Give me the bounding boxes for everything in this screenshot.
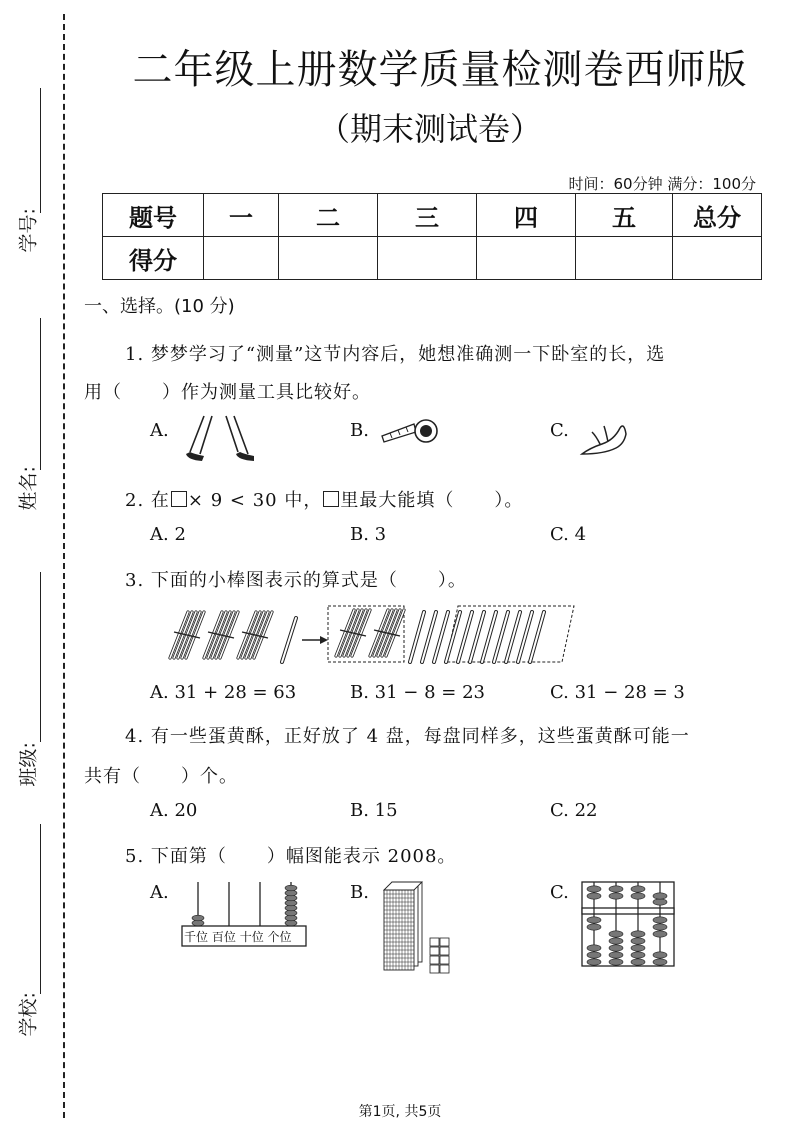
unit-cube <box>440 965 449 973</box>
question-1-option-a[interactable]: A. <box>150 420 169 441</box>
student-id-rule <box>40 88 41 213</box>
score-table-header-row <box>103 194 762 237</box>
thousands-label: 千位 <box>184 930 209 944</box>
abacus-bead <box>653 959 667 965</box>
score-cell[interactable] <box>279 237 378 280</box>
score-header-cell: 一 <box>204 194 279 237</box>
unit-cube <box>430 965 439 973</box>
stick-bundles-figure <box>170 604 580 668</box>
question-3-text: 3. 下面的小棒图表示的算式是（ <box>125 570 398 591</box>
walking-legs-icon <box>182 414 258 466</box>
score-header-cell: 四 <box>477 194 576 237</box>
question-4-option-a[interactable]: A. 20 <box>150 800 198 821</box>
stick-bundle <box>204 612 238 658</box>
loose-stick <box>458 612 472 662</box>
abacus-bead <box>653 924 667 930</box>
score-table-score-row <box>103 237 762 280</box>
loose-stick <box>434 612 448 662</box>
question-1-line2 <box>84 378 371 404</box>
abacus-bead <box>587 917 601 923</box>
question-4-text: 共有（ <box>84 766 141 787</box>
abacus-bead <box>631 945 645 951</box>
abacus-bead <box>587 893 601 899</box>
loose-stick <box>410 612 424 662</box>
unit-cube <box>440 938 449 946</box>
bead <box>285 885 297 891</box>
question-5-text: 5. 下面第（ <box>125 846 227 867</box>
question-5-option-c[interactable]: C. <box>550 882 569 903</box>
question-4-line1: 4. 有一些蛋黄酥，正好放了 4 盘，每盘同样多，这些蛋黄酥可能一 <box>125 726 690 747</box>
section-heading: 一、选择。(10 分) <box>84 296 235 317</box>
score-row-label: 得分 <box>103 237 204 280</box>
question-2 <box>125 486 523 512</box>
abacus-bead <box>631 938 645 944</box>
abacus-bead <box>653 893 667 899</box>
question-2-option-b[interactable]: B. 3 <box>350 524 387 545</box>
arrow-head-icon <box>320 636 328 644</box>
abacus-bead <box>631 952 645 958</box>
abacus-bead <box>653 917 667 923</box>
student-id-label: 学号: <box>17 208 40 253</box>
score-header-cell: 三 <box>378 194 477 237</box>
loose-stick <box>422 612 436 662</box>
score-header-cell: 总分 <box>673 194 762 237</box>
base-ten-blocks-figure <box>378 876 468 976</box>
question-2-text: ）。 <box>494 490 524 511</box>
question-5-option-a[interactable]: A. <box>150 882 169 903</box>
abacus-bead <box>587 886 601 892</box>
abacus-bead <box>609 959 623 965</box>
class-label: 班级: <box>17 742 40 787</box>
abacus-bead <box>653 931 667 937</box>
page-title: 二年级上册数学质量检测卷西师版 <box>132 47 748 93</box>
question-2-option-a[interactable]: A. 2 <box>150 524 186 545</box>
abacus-bead <box>653 899 667 905</box>
question-1-line1: 1. 梦梦学习了“测量”这节内容后，她想准确测一下卧室的长，选 <box>125 344 666 365</box>
hundreds-label: 百位 <box>211 930 236 944</box>
loose-stick <box>530 612 544 662</box>
question-5-text: ）幅图能表示 2008。 <box>266 846 457 867</box>
question-2-text: × 9 < 30 中， <box>187 490 323 511</box>
stick-bundle <box>170 612 204 658</box>
question-3-option-b[interactable]: B. 31 − 8 = 23 <box>350 682 485 703</box>
unit-cube <box>440 956 449 964</box>
loose-stick <box>446 612 460 662</box>
score-cell[interactable] <box>673 237 762 280</box>
abacus-bead <box>631 931 645 937</box>
score-cell[interactable] <box>477 237 576 280</box>
question-4-text: ）个。 <box>181 766 238 787</box>
score-header-cell: 二 <box>279 194 378 237</box>
abacus-bead <box>653 952 667 958</box>
stick-bundle <box>238 612 272 658</box>
question-2-text: 里最大能填（ <box>340 490 455 511</box>
abacus-bead <box>631 886 645 892</box>
score-cell[interactable] <box>576 237 673 280</box>
name-label: 姓名: <box>17 466 40 511</box>
abacus-bead <box>587 924 601 930</box>
score-table <box>102 193 762 280</box>
question-4-line2 <box>84 762 238 788</box>
loose-stick <box>518 612 532 662</box>
abacus-bead <box>609 886 623 892</box>
stick-bundle <box>336 610 370 656</box>
class-rule <box>40 572 41 742</box>
question-3-option-a[interactable]: A. 31 + 28 = 63 <box>150 682 297 703</box>
abacus-bead <box>609 893 623 899</box>
question-3-text: ）。 <box>437 570 467 591</box>
question-3 <box>125 566 467 592</box>
score-header-cell: 五 <box>576 194 673 237</box>
school-rule <box>40 824 41 994</box>
score-cell[interactable] <box>204 237 279 280</box>
abacus-bead <box>587 959 601 965</box>
place-value-labels <box>184 928 292 945</box>
loose-stick <box>470 612 484 662</box>
loose-stick <box>494 612 508 662</box>
abacus-bead <box>631 959 645 965</box>
unit-cube <box>440 947 449 955</box>
page-footer: 第1页, 共5页 <box>358 1104 442 1120</box>
abacus-bead <box>631 893 645 899</box>
question-5-option-b[interactable]: B. <box>350 882 369 903</box>
tape-measure-icon <box>380 418 440 446</box>
single-stick <box>282 618 296 662</box>
abacus-bead <box>609 931 623 937</box>
question-4-option-b[interactable]: B. 15 <box>350 800 398 821</box>
score-header-cell: 题号 <box>103 194 204 237</box>
ones-label: 个位 <box>267 930 292 944</box>
question-5 <box>125 842 456 868</box>
name-rule <box>40 318 41 470</box>
stick-bundle <box>370 610 404 656</box>
binding-dashed-line <box>63 14 65 1118</box>
unit-cube <box>430 938 439 946</box>
bead <box>192 915 204 921</box>
loose-stick <box>506 612 520 662</box>
time-info: 时间：60分钟 满分：100分 <box>568 175 756 193</box>
question-1-option-b[interactable]: B. <box>350 420 369 441</box>
question-1-option-c[interactable]: C. <box>550 420 569 441</box>
abacus-bead <box>587 952 601 958</box>
empty-box-icon <box>323 491 339 507</box>
empty-box-icon <box>171 491 187 507</box>
question-3-option-c[interactable]: C. 31 − 28 = 3 <box>550 682 685 703</box>
abacus-bead <box>609 945 623 951</box>
school-label: 学校: <box>17 992 40 1037</box>
page-subtitle: （期末测试卷） <box>317 110 542 148</box>
score-cell[interactable] <box>378 237 477 280</box>
abacus-bead <box>587 945 601 951</box>
loose-stick <box>482 612 496 662</box>
question-1-text: ）作为测量工具比较好。 <box>162 382 371 403</box>
hand-span-icon <box>580 418 630 458</box>
question-2-option-c[interactable]: C. 4 <box>550 524 587 545</box>
abacus-bead <box>609 952 623 958</box>
unit-cube <box>430 947 439 955</box>
unit-cube <box>430 956 439 964</box>
abacus-figure <box>580 880 676 968</box>
question-1-text: 用（ <box>84 382 122 403</box>
question-2-text: 2. 在 <box>125 490 170 511</box>
question-4-option-c[interactable]: C. 22 <box>550 800 598 821</box>
abacus-bead <box>609 938 623 944</box>
tens-label: 十位 <box>239 930 264 944</box>
